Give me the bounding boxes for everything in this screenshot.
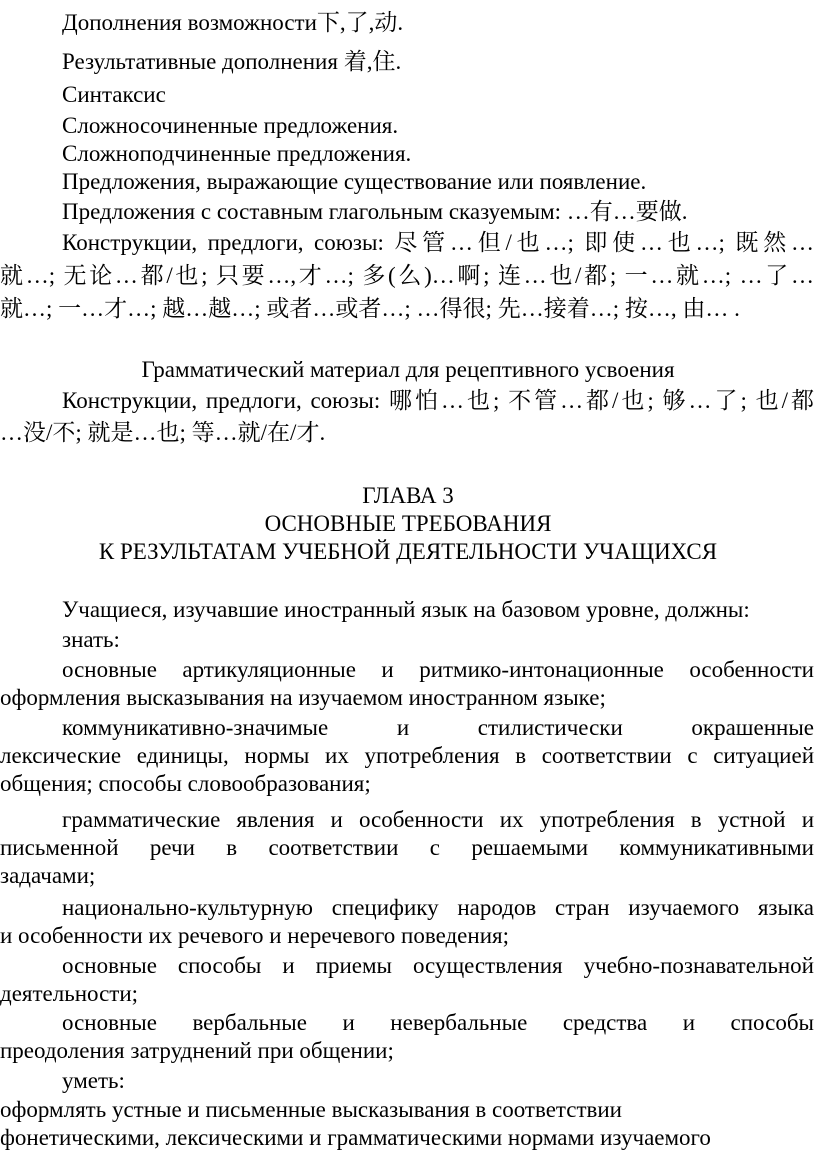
text-line: и особенности их речевого и неречевого поведения; (0, 923, 509, 948)
text-line: основные вербальные и невербальные средства и способы (62, 1010, 814, 1035)
section-heading: Синтаксис (62, 82, 166, 107)
text-line: основные артикуляционные и ритмико-интонационные особенности (62, 657, 814, 682)
text-line: Результативные дополнения 着,住. (62, 49, 402, 74)
text-line: преодоления затруднений при общении; (0, 1038, 394, 1063)
text-line: Учащиеся, изучавшие иностранный язык на базовом уровне, должны: (62, 597, 750, 622)
text-line: общения; способы словообразования; (0, 771, 371, 796)
text-line: Конструкции, предлоги, союзы: 尽管…但/也…; 即使…也…; 既然… (62, 230, 814, 255)
text-line: деятельности; (0, 981, 139, 1006)
text-line: оформлять устные и письменные высказывания в соответствии (0, 1097, 622, 1122)
text-line: национально-культурную специфику народов стран изучаемого языка (62, 895, 814, 920)
text-line: Предложения с составным глагольным сказуемым: …有…要做. (62, 199, 688, 224)
text-line: письменной речи в соответствии с решаемыми коммуникативными (0, 835, 814, 860)
text-line: 就…; 无论…都/也; 只要…,才…; 多(么)…啊; 连…也/都; 一…就…; …了… (0, 263, 814, 288)
text-line: коммуникативно-значимые и стилистически окрашенные (62, 715, 814, 740)
text-line: Конструкции, предлоги, союзы: 哪怕…也; 不管…都/也; 够…了; 也/都 (62, 388, 814, 413)
chapter-number: ГЛАВА 3 (362, 483, 454, 508)
text-line: грамматические явления и особенности их употребления в устной и (62, 807, 814, 832)
text-line: основные способы и приемы осуществления учебно-познавательной (62, 953, 814, 978)
text-line: оформления высказывания на изучаемом иностранном языке; (0, 685, 606, 710)
text-line: знать: (62, 627, 120, 652)
chapter-subtitle: К РЕЗУЛЬТАТАМ УЧЕБНОЙ ДЕЯТЕЛЬНОСТИ УЧАЩИХСЯ (98, 539, 718, 564)
text-line: Предложения, выражающие существование или появление. (62, 169, 647, 194)
text-line: Дополнения возможности下,了,动. (62, 10, 404, 35)
text-line: лексические единицы, нормы их употребления в соответствии с ситуацией (0, 743, 814, 768)
text-line: Сложноподчиненные предложения. (62, 141, 412, 166)
subsection-heading: Грамматический материал для рецептивного усвоения (141, 357, 675, 382)
chapter-title: ОСНОВНЫЕ ТРЕБОВАНИЯ (264, 511, 552, 536)
text-line: Сложносочиненные предложения. (62, 113, 399, 138)
text-line: фонетическими, лексическими и грамматическими нормами изучаемого (0, 1125, 711, 1150)
text-line: 就…; 一…才…; 越…越…; 或者…或者…; …得很; 先…接着…; 按…, 由… . (0, 296, 740, 321)
text-line: уметь: (62, 1068, 125, 1093)
text-line: задачами; (0, 863, 96, 888)
text-line: …没/不; 就是…也; 等…就/在/才. (0, 420, 326, 445)
